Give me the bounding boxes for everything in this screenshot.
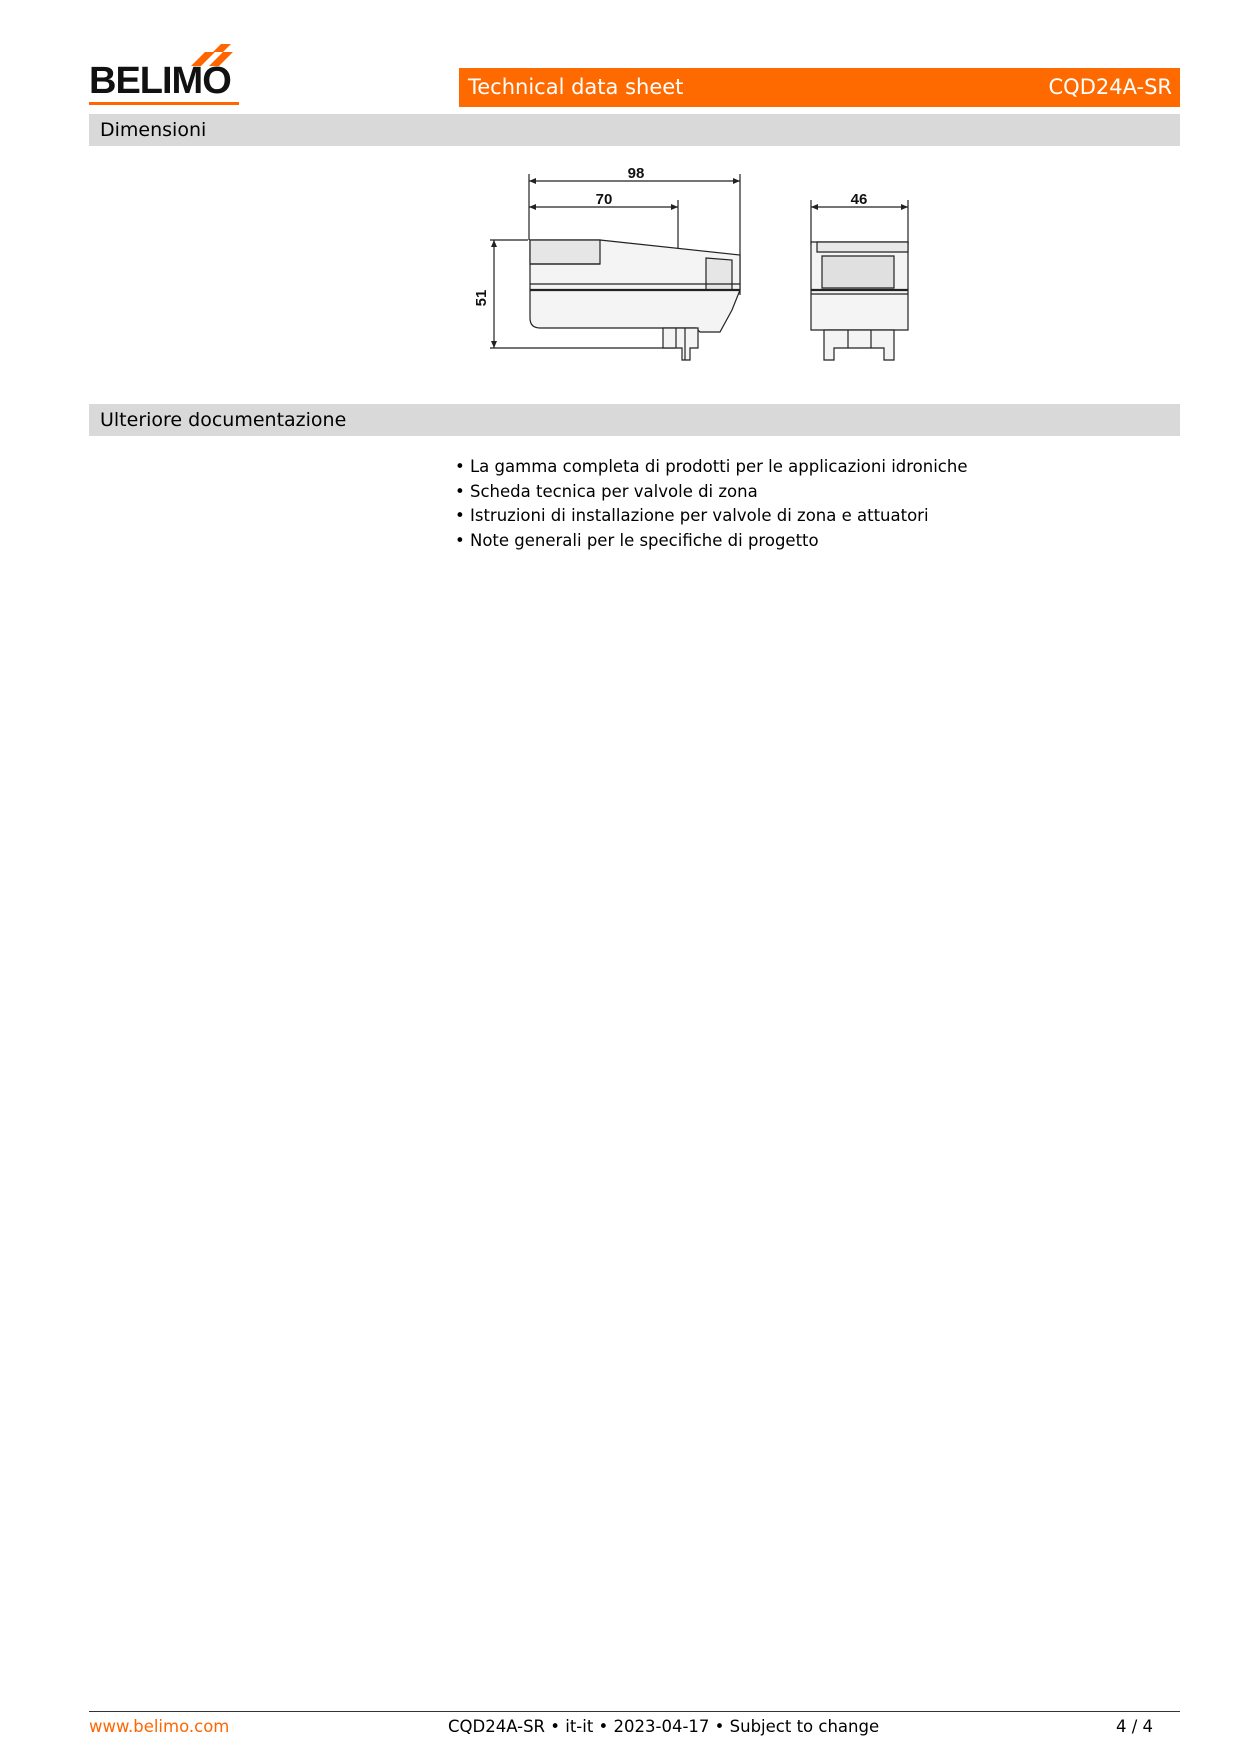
section-header-documentation: [89, 404, 1180, 436]
logo-text: BELIMO: [89, 60, 231, 102]
section-title-documentation: Ulteriore documentazione: [100, 409, 347, 431]
documentation-list: [455, 455, 968, 553]
section-header-dimensions: [89, 114, 1180, 146]
footer-website-link[interactable]: www.belimo.com: [89, 1717, 230, 1736]
title-bar: [459, 68, 1180, 107]
list-item: • La gamma completa di prodotti per le applicazioni idroniche: [455, 455, 968, 480]
footer-info: CQD24A-SR • it-it • 2023-04-17 • Subject to change: [448, 1717, 880, 1736]
list-item: • Note generali per le specifiche di progetto: [455, 529, 968, 554]
dim-70-label: 70: [595, 191, 613, 208]
dim-46-label: 46: [850, 191, 868, 208]
footer-divider: [89, 1711, 1180, 1712]
belimo-logo: [89, 44, 241, 106]
document-title: Technical data sheet: [468, 75, 684, 99]
model-number: CQD24A-SR: [1048, 75, 1172, 99]
page-number: 4 / 4: [1115, 1717, 1153, 1736]
list-item: • Scheda tecnica per valvole di zona: [455, 480, 968, 505]
dim-98-label: 98: [627, 165, 645, 182]
dim-51-label: 51: [473, 289, 490, 307]
logo-underline: [89, 102, 239, 105]
list-item: • Istruzioni di installazione per valvole di zona e attuatori: [455, 504, 968, 529]
front-view: [811, 200, 908, 360]
side-view: [490, 174, 740, 360]
dimension-drawing: [470, 160, 930, 375]
section-title-dimensions: Dimensioni: [100, 119, 207, 141]
